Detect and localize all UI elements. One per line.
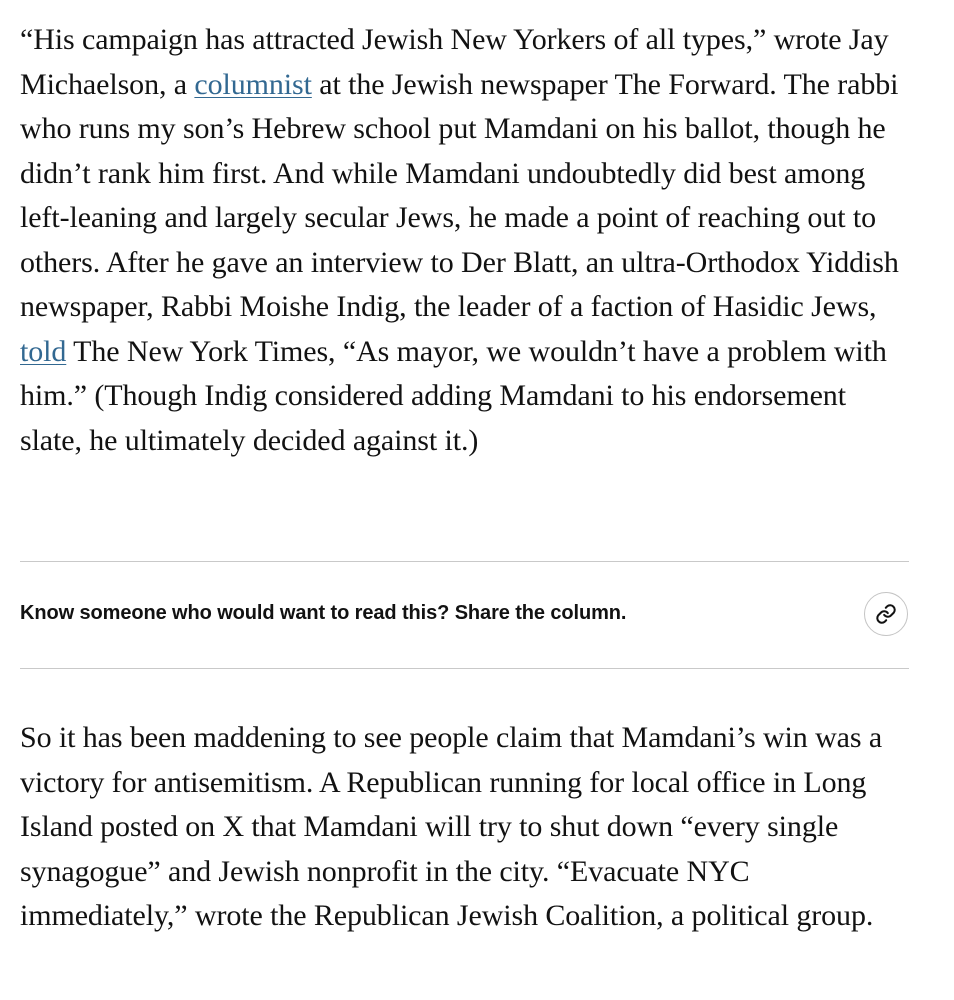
share-link-button[interactable]	[864, 592, 908, 636]
article-body	[20, 18, 910, 463]
columnist-link[interactable]: columnist	[194, 67, 312, 101]
paragraph-text: at the Jewish newspaper The Forward. The rabbi who runs my son’s Hebrew school put Mamdani on his ballot, though he didn’t rank him first. And while Mamdani undoubtedly did best among left-leaning and largely secular Jews, he made a point of reaching out to others. After he gave an interview to Der Blatt, an ultra-Orthodox Yiddish newspaper, Rabbi Moishe Indig, the leader of a faction of Hasidic Jews,	[20, 67, 899, 323]
article-body-continued	[20, 716, 910, 939]
paragraph-text: “His campaign has attracted Jewish New Yorkers of all types,” wrote Jay Michaelson, a	[20, 23, 889, 101]
link-icon	[875, 603, 897, 625]
told-link[interactable]: told	[20, 334, 67, 368]
share-prompt	[20, 561, 909, 669]
paragraph-text: The New York Times, “As mayor, we wouldn’t have a problem with him.” (Though Indig considered adding Mamdani to his endorsement slate, he ultimately decided against it.)	[20, 334, 887, 457]
article-paragraph	[20, 18, 910, 463]
article-paragraph: So it has been maddening to see people claim that Mamdani’s win was a victory for antisemitism. A Republican running for local office in Long Island posted on X that Mamdani will try to shut down “every single synagogue” and Jewish nonprofit in the city. “Evacuate NYC immediately,” wrote the Republican Jewish Coalition, a political group.	[20, 721, 883, 932]
share-prompt-text: Know someone who would want to read this? Share the column.	[20, 602, 627, 624]
